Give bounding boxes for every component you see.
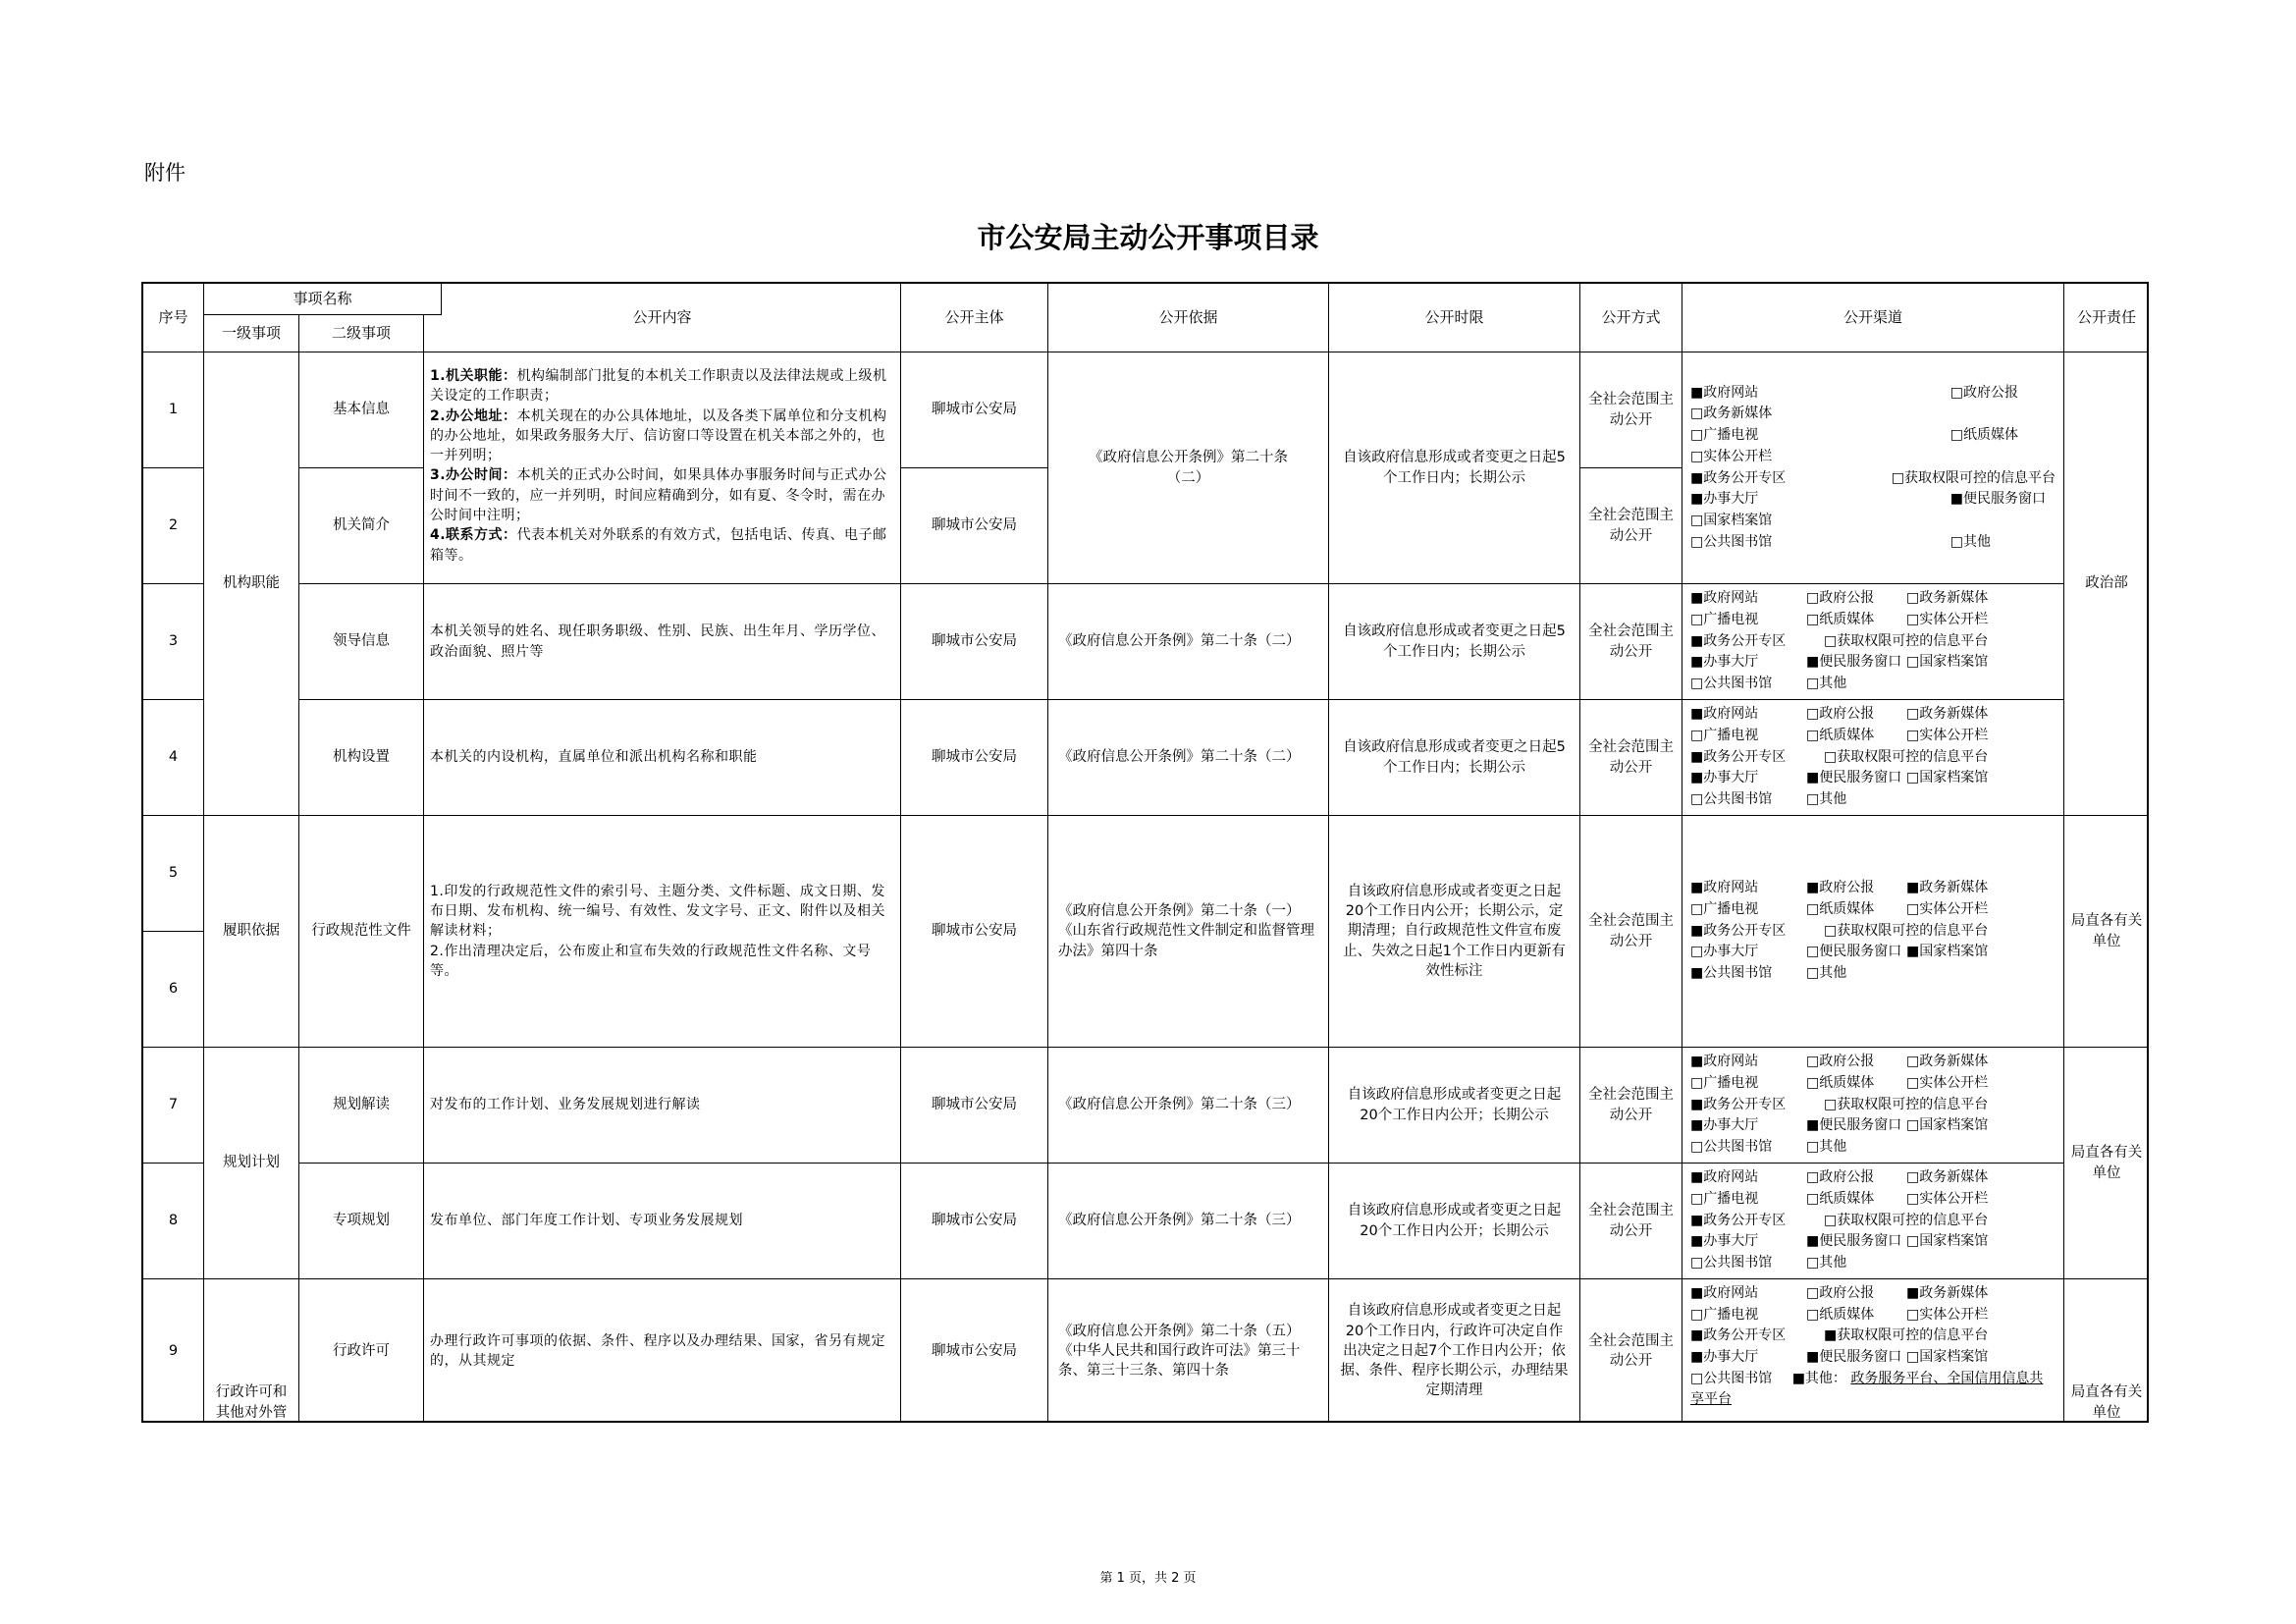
channel-option: ■办事大厅 (1690, 654, 1759, 671)
method-cell: 全社会范围主动公开 (1580, 584, 1682, 700)
seq-cell: 4 (143, 700, 204, 816)
content-item: 3.办公时间：本机关的正式办公时间，如果具体办事服务时间与正式办公时间不一致的，应一并列明，时间应精确到分，如有夏、冬令时，需在办公时间中注明； (430, 467, 887, 524)
channel-option: ■政务新媒体 (1906, 1285, 1989, 1301)
channel-option: □政府公报 (1806, 706, 1875, 723)
content-cell: 发布单位、部门年度工作计划、专项业务发展规划 (424, 1164, 901, 1279)
channel-option: □纸质媒体 (1806, 611, 1875, 627)
channel-option: □获取权限可控的信息平台 (1824, 748, 1989, 765)
channel-option (1852, 447, 2056, 468)
channel-option: □其他 (1949, 533, 1991, 550)
method-cell: 全社会范围主动公开 (1580, 352, 1682, 468)
channel-cell (1682, 1164, 2064, 1279)
channel-cell-1-2 (1682, 352, 2064, 584)
header-subject: 公开主体 (901, 284, 1048, 352)
channel-option: ■便民服务窗口 (1806, 654, 1902, 671)
channel-option: □实体公开栏 (1906, 1074, 1989, 1091)
channel-option: ■办事大厅 (1690, 491, 1759, 508)
content-cell-1-2 (424, 352, 901, 584)
channel-option: □其他 (1806, 676, 1847, 692)
subject-cell: 聊城市公安局 (901, 584, 1048, 700)
basis-cell: 《政府信息公开条例》第二十条（三） (1048, 1164, 1329, 1279)
channel-option: □获取权限可控的信息平台 (1891, 469, 2056, 486)
channel-cell (1682, 1279, 2064, 1423)
level1-cell: 履职依据 (204, 816, 299, 1048)
channel-option: □其他 (1806, 791, 1847, 808)
subject-cell: 聊城市公安局 (901, 1164, 1048, 1279)
seq-cell: 9 (143, 1279, 204, 1423)
channel-other-detail: 政务服务平台、全国信用信息共享平台 (1690, 1370, 2044, 1408)
channel-option: ■其他： (1791, 1370, 1846, 1386)
content-cell: 本机关领导的姓名、现任职务职级、性别、民族、出生年月、学历学位、政治面貌、照片等 (424, 584, 901, 700)
subject-cell: 聊城市公安局 (901, 352, 1048, 468)
content-item: 2.办公地址：本机关现在的办公具体地址，以及各类下属单位和分支机构的办公地址，如果政务服务大厅、信访窗口等设置在机关本部之外的，也一并列明； (430, 407, 887, 464)
channel-cell (1682, 816, 2064, 1048)
seq-cell: 5 (143, 816, 204, 932)
channel-option: ■政务公开专区 (1690, 469, 1787, 486)
responsible-cell: 局直各有关单位 (2064, 816, 2149, 1048)
channel-option: □政务新媒体 (1690, 406, 1773, 422)
level2-cell: 机关简介 (299, 468, 424, 584)
header-seq: 序号 (143, 284, 204, 352)
header-basis: 公开依据 (1048, 284, 1329, 352)
channel-option: □其他 (1806, 1139, 1847, 1156)
header-item-name: 事项名称 (204, 284, 442, 315)
channel-option: □广播电视 (1690, 727, 1759, 743)
channel-option: ■政务新媒体 (1906, 880, 1989, 896)
channel-option: ■便民服务窗口 (1949, 491, 2046, 508)
header-channel: 公开渠道 (1682, 284, 2064, 352)
channel-option: □公共图书馆 (1690, 676, 1773, 692)
channel-option: ■获取权限可控的信息平台 (1824, 1327, 1989, 1344)
channel-option: □便民服务窗口 (1806, 944, 1902, 960)
channel-option (1852, 511, 2056, 532)
method-cell: 全社会范围主动公开 (1580, 1164, 1682, 1279)
channel-option: □广播电视 (1690, 1190, 1759, 1207)
channel-cell (1682, 700, 2064, 816)
subject-cell: 聊城市公安局 (901, 1279, 1048, 1423)
content-cell: 本机关的内设机构，直属单位和派出机构名称和职能 (424, 700, 901, 816)
channel-option: □其他 (1806, 965, 1847, 982)
channel-cell (1682, 584, 2064, 700)
channel-option: □办事大厅 (1690, 944, 1759, 960)
seq-cell: 7 (143, 1048, 204, 1164)
channel-option: □纸质媒体 (1806, 1074, 1875, 1091)
channel-option: ■便民服务窗口 (1806, 1233, 1902, 1250)
channel-option: ■政务公开专区 (1690, 1096, 1787, 1112)
responsible-cell: 局直各有关单位 (2064, 1048, 2149, 1279)
level1-cell: 机构职能 (204, 352, 299, 816)
level1-cell: 行政许可和其他对外管 (204, 1279, 299, 1423)
channel-option: □纸质媒体 (1806, 1190, 1875, 1207)
channel-option: □实体公开栏 (1906, 611, 1989, 627)
responsible-cell: 局直各有关单位 (2070, 1384, 2143, 1421)
channel-option (1852, 404, 2056, 425)
catalog-table (141, 282, 2149, 1423)
channel-option: □国家档案馆 (1906, 654, 1989, 671)
channel-option: ■政务公开专区 (1690, 748, 1787, 765)
channel-option: □广播电视 (1690, 900, 1759, 917)
seq-cell: 8 (143, 1164, 204, 1279)
channel-option: □实体公开栏 (1906, 900, 1989, 917)
channel-option: ■政务公开专区 (1690, 1212, 1787, 1228)
subject-cell: 聊城市公安局 (901, 816, 1048, 1048)
seq-cell: 3 (143, 584, 204, 700)
content-item: 1.机关职能：机构编制部门批复的本机关工作职责以及法律法规或上级机关设定的工作职责； (430, 368, 887, 405)
channel-option: □公共图书馆 (1690, 1255, 1773, 1272)
basis-cell: 《政府信息公开条例》第二十条（二） (1048, 700, 1329, 816)
channel-option: □政务新媒体 (1906, 706, 1989, 723)
channel-option: ■政府网站 (1690, 880, 1759, 896)
content-cell: 对发布的工作计划、业务发展规划进行解读 (424, 1048, 901, 1164)
channel-option: □纸质媒体 (1949, 427, 2018, 444)
method-cell: 全社会范围主动公开 (1580, 468, 1682, 584)
header-content: 公开内容 (424, 284, 901, 352)
channel-option: □政务新媒体 (1906, 1169, 1989, 1186)
method-cell: 全社会范围主动公开 (1580, 816, 1682, 1048)
deadline-cell: 自该政府信息形成或者变更之日起5个工作日内；长期公示 (1329, 352, 1580, 584)
level2-cell: 领导信息 (299, 584, 424, 700)
header-level2: 二级事项 (299, 315, 424, 352)
channel-option: □国家档案馆 (1906, 1117, 1989, 1134)
seq-cell: 2 (143, 468, 204, 584)
channel-option: ■便民服务窗口 (1806, 770, 1902, 786)
content-cell: 办理行政许可事项的依据、条件、程序以及办理结果、国家，省另有规定的，从其规定 (424, 1279, 901, 1423)
level2-cell: 行政规范性文件 (299, 816, 424, 1048)
channel-option: ■政府网站 (1690, 1054, 1759, 1070)
basis-cell: 《政府信息公开条例》第二十条（三） (1048, 1048, 1329, 1164)
level1-cell: 规划计划 (204, 1048, 299, 1279)
channel-option: □实体公开栏 (1906, 1190, 1989, 1207)
channel-option: □国家档案馆 (1690, 512, 1773, 528)
channel-option: ■政务公开专区 (1690, 1327, 1787, 1344)
channel-option: □广播电视 (1690, 427, 1759, 444)
channel-option: □政府公报 (1806, 1169, 1875, 1186)
channel-option: □公共图书馆 (1690, 791, 1773, 808)
deadline-cell: 自该政府信息形成或者变更之日起20个工作日内公开；长期公示 (1329, 1164, 1580, 1279)
content-cell: 1.印发的行政规范性文件的索引号、主题分类、文件标题、成文日期、发布日期、发布机构、统一编号、有效性、发文字号、正文、附件以及相关解读材料； 2.作出清理决定后，公布废止和宣布失效的行政规范性文件名称、文号等。 (424, 816, 901, 1048)
channel-option: □广播电视 (1690, 1074, 1759, 1091)
header-method: 公开方式 (1580, 284, 1682, 352)
channel-option: □广播电视 (1690, 611, 1759, 627)
channel-option: □公共图书馆 (1690, 1139, 1773, 1156)
channel-option: ■办事大厅 (1690, 770, 1759, 786)
channel-option: ■政务公开专区 (1690, 632, 1787, 649)
channel-option: ■办事大厅 (1690, 1349, 1759, 1366)
channel-option: ■便民服务窗口 (1806, 1349, 1902, 1366)
channel-cell (1682, 1048, 2064, 1164)
deadline-cell: 自该政府信息形成或者变更之日起5个工作日内；长期公示 (1329, 700, 1580, 816)
channel-option: □政府公报 (1806, 1054, 1875, 1070)
level2-cell: 机构设置 (299, 700, 424, 816)
channel-option: □国家档案馆 (1906, 1233, 1989, 1250)
channel-option: □政府公报 (1949, 384, 2018, 401)
basis-cell: 《政府信息公开条例》第二十条（一） 《山东省行政规范性文件制定和监督管理办法》第四十条 (1048, 816, 1329, 1048)
basis-cell: 《政府信息公开条例》第二十条（五） 《中华人民共和国行政许可法》第三十条、第三十三条、第四十条 (1048, 1279, 1329, 1423)
channel-option: □其他 (1806, 1255, 1847, 1272)
level2-cell: 行政许可 (299, 1279, 424, 1423)
channel-option: □实体公开栏 (1906, 1306, 1989, 1323)
channel-option: ■政府网站 (1690, 706, 1759, 723)
channel-option: □政府公报 (1806, 590, 1875, 607)
channel-option: □实体公开栏 (1690, 448, 1773, 464)
content-item: 4.联系方式：代表本机关对外联系的有效方式，包括电话、传真、电子邮箱等。 (430, 527, 887, 564)
header-deadline: 公开时限 (1329, 284, 1580, 352)
channel-option: □获取权限可控的信息平台 (1824, 922, 1989, 939)
page-footer: 第 1 页，共 2 页 (1099, 1571, 1197, 1586)
channel-option: □公共图书馆 (1690, 1370, 1773, 1386)
attachment-label: 附件 (144, 161, 186, 185)
channel-option: □广播电视 (1690, 1306, 1759, 1323)
subject-cell: 聊城市公安局 (901, 468, 1048, 584)
deadline-cell: 自该政府信息形成或者变更之日起20个工作日内公开；长期公示 (1329, 1048, 1580, 1164)
deadline-cell: 自该政府信息形成或者变更之日起20个工作日内公开；长期公示，定期清理；自行政规范性文件宣布废止、失效之日起1个工作日内更新有效性标注 (1329, 816, 1580, 1048)
channel-option: ■政府网站 (1690, 590, 1759, 607)
channel-option: □国家档案馆 (1906, 770, 1989, 786)
channel-option: □政务新媒体 (1906, 1054, 1989, 1070)
page-title: 市公安局主动公开事项目录 (977, 221, 1319, 254)
channel-option: ■公共图书馆 (1690, 965, 1773, 982)
method-cell: 全社会范围主动公开 (1580, 1279, 1682, 1423)
channel-option: ■办事大厅 (1690, 1233, 1759, 1250)
responsible-cell: 政治部 (2064, 352, 2149, 816)
subject-cell: 聊城市公安局 (901, 1048, 1048, 1164)
channel-option: □政府公报 (1806, 1285, 1875, 1301)
channel-option: □纸质媒体 (1806, 1306, 1875, 1323)
channel-option: □实体公开栏 (1906, 727, 1989, 743)
subject-cell: 聊城市公安局 (901, 700, 1048, 816)
seq-cell: 6 (143, 932, 204, 1048)
deadline-cell: 自该政府信息形成或者变更之日起5个工作日内；长期公示 (1329, 584, 1580, 700)
channel-option: □纸质媒体 (1806, 900, 1875, 917)
channel-option: □获取权限可控的信息平台 (1824, 1212, 1989, 1228)
channel-option: ■政务公开专区 (1690, 922, 1787, 939)
channel-option: □政务新媒体 (1906, 590, 1989, 607)
level2-cell: 规划解读 (299, 1048, 424, 1164)
header-level1: 一级事项 (204, 315, 299, 352)
channel-option: ■政府网站 (1690, 384, 1759, 401)
seq-cell: 1 (143, 352, 204, 468)
channel-option: □获取权限可控的信息平台 (1824, 1096, 1989, 1112)
basis-cell: 《政府信息公开条例》第二十条（二） (1048, 352, 1329, 584)
channel-option: ■政府网站 (1690, 1169, 1759, 1186)
channel-option: □公共图书馆 (1690, 533, 1773, 550)
method-cell: 全社会范围主动公开 (1580, 1048, 1682, 1164)
channel-option: □纸质媒体 (1806, 727, 1875, 743)
channel-option: ■国家档案馆 (1906, 944, 1989, 960)
level2-cell: 基本信息 (299, 352, 424, 468)
channel-option: ■办事大厅 (1690, 1117, 1759, 1134)
deadline-cell: 自该政府信息形成或者变更之日起20个工作日内，行政许可决定自作出决定之日起7个工作日内公开；依据、条件、程序长期公示，办理结果定期清理 (1329, 1279, 1580, 1423)
basis-cell: 《政府信息公开条例》第二十条（二） (1048, 584, 1329, 700)
level2-cell: 专项规划 (299, 1164, 424, 1279)
channel-option: ■政府公报 (1806, 880, 1875, 896)
channel-option: ■便民服务窗口 (1806, 1117, 1902, 1134)
channel-option: ■政府网站 (1690, 1285, 1759, 1301)
header-responsible: 公开责任 (2064, 284, 2149, 352)
method-cell: 全社会范围主动公开 (1580, 700, 1682, 816)
channel-option: □获取权限可控的信息平台 (1824, 632, 1989, 649)
channel-option: □国家档案馆 (1906, 1349, 1989, 1366)
